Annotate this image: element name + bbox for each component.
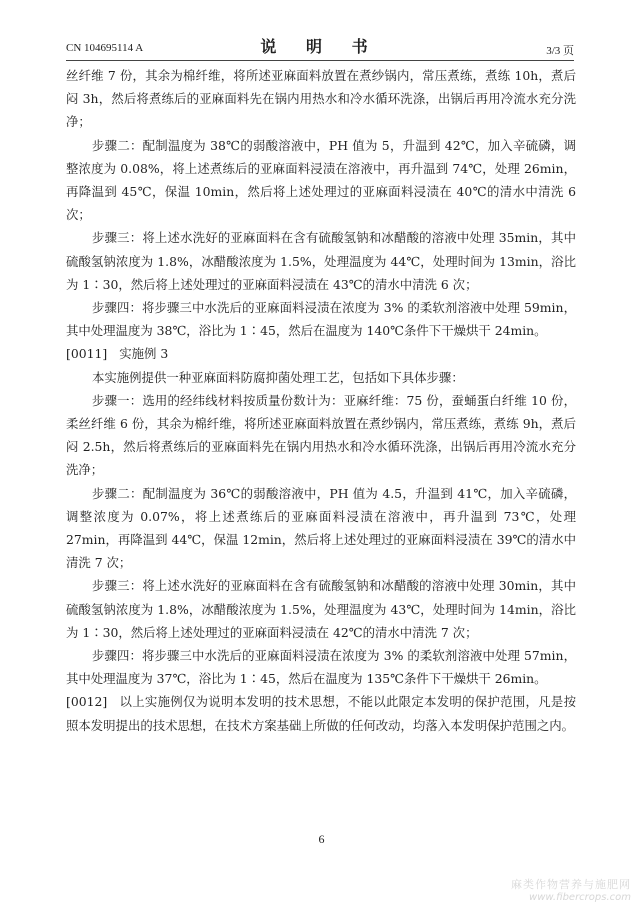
page-header [66, 34, 574, 58]
paragraph-text: 步骤一：选用的经纬线材料按质量份数计为：亚麻纤维：75 份，蚕蛹蛋白纤维 10 份，柔丝纤维 6 份，其余为棉纤维，将所述亚麻面料放置在煮纱锅内，常压煮练，煮练 9h，煮后闷 2.5h，然后将煮练后的亚麻面料先在锅内用热水和冷水循环洗涤，出锅后再用冷流水充分洗净； [66, 392, 576, 478]
paragraph-text: 步骤二：配制温度为 38℃的弱酸溶液中，PH 值为 5，升温到 42℃，加入辛硫磷，调整浓度为 0.08%，将上述煮练后的亚麻面料浸渍在溶液中，再升温到 74℃，处理 26min，再降温到 45℃，保温 10min，然后将上述处理过的亚麻面料浸渍在 40℃的清水中清洗 6 次； [66, 137, 576, 223]
paragraph-step-4 [66, 296, 576, 342]
paragraph-number: [0012] [66, 694, 108, 710]
paragraph-intro [66, 366, 576, 389]
paragraph-text: 本实施例提供一种亚麻面料防腐抑菌处理工艺，包括如下具体步骤： [92, 369, 464, 385]
paragraph-number: [0011] [66, 346, 108, 362]
document-body [66, 64, 576, 737]
paragraph-step-4b [66, 644, 576, 690]
page-number: 6 [318, 832, 325, 846]
paragraph-continuation [66, 64, 576, 134]
paragraph-text: 步骤四：将步骤三中水洗后的亚麻面料浸渍在浓度为 3% 的柔软剂溶液中处理 57min，其中处理温度为 37℃，浴比为 1∶45，然后在温度为 135℃条件下干燥烘干 26min。 [66, 648, 576, 687]
paragraph-text: 丝纤维 7 份，其余为棉纤维，将所述亚麻面料放置在煮纱锅内，常压煮练，煮练 10h，煮后闷 3h，然后将煮练后的亚麻面料先在锅内用热水和冷水循环洗涤，出锅后再用冷流水充分洗净； [66, 68, 576, 130]
paragraph-text: 步骤四：将步骤三中水洗后的亚麻面料浸渍在浓度为 3% 的柔软剂溶液中处理 59min，其中处理温度为 38℃，浴比为 1∶45，然后在温度为 140℃条件下干燥烘干 24min。 [66, 300, 576, 339]
paragraph-text: 步骤二：配制温度为 36℃的弱酸溶液中，PH 值为 4.5，升温到 41℃，加入辛硫磷，调整浓度为 0.07%，将上述煮练后的亚麻面料浸渍在溶液中，再升温到 73℃，处理 27min，再降温到 44℃，保温 12min，然后将上述处理过的亚麻面料浸渍在 39℃的清水中清洗 7 次； [66, 485, 576, 571]
paragraph-step-1 [66, 389, 576, 482]
paragraph-text: 步骤三：将上述水洗好的亚麻面料在含有硫酸氢钠和冰醋酸的溶液中处理 35min，其中硫酸氢钠浓度为 1.8%，冰醋酸浓度为 1.5%，处理温度为 44℃，处理时间为 13min，浴比为 1∶30，然后将上述处理过的亚麻面料浸渍在 43℃的清水中清洗 6 次； [66, 230, 576, 292]
watermark [511, 878, 631, 904]
paragraph-0011 [66, 342, 576, 365]
watermark-url: www.fibercrops.com [529, 892, 631, 903]
document-title: 说 明 书 [260, 37, 380, 56]
paragraph-step-2 [66, 134, 576, 227]
watermark-site-name: 麻类作物营养与施肥网 [511, 878, 631, 891]
paragraph-0012 [66, 690, 576, 736]
paragraph-text: 实施例 3 [119, 346, 169, 362]
paragraph-step-3 [66, 226, 576, 296]
header-rule [66, 60, 574, 61]
paragraph-step-3b [66, 574, 576, 644]
paragraph-text: 以上实施例仅为说明本发明的技术思想，不能以此限定本发明的保护范围，凡是按照本发明提出的技术思想，在技术方案基础上所做的任何改动，均落入本发明保护范围之内。 [66, 694, 576, 733]
patent-number: CN 104695114 A [66, 42, 144, 54]
paragraph-step-2b [66, 482, 576, 575]
paragraph-text: 步骤三：将上述水洗好的亚麻面料在含有硫酸氢钠和冰醋酸的溶液中处理 30min，其中硫酸氢钠浓度为 1.8%，冰醋酸浓度为 1.5%，处理温度为 43℃，处理时间为 14min，浴比为 1∶30，然后将上述处理过的亚麻面料浸渍在 42℃的清水中清洗 7 次； [66, 578, 576, 640]
page-indicator: 3/3 页 [546, 45, 574, 57]
